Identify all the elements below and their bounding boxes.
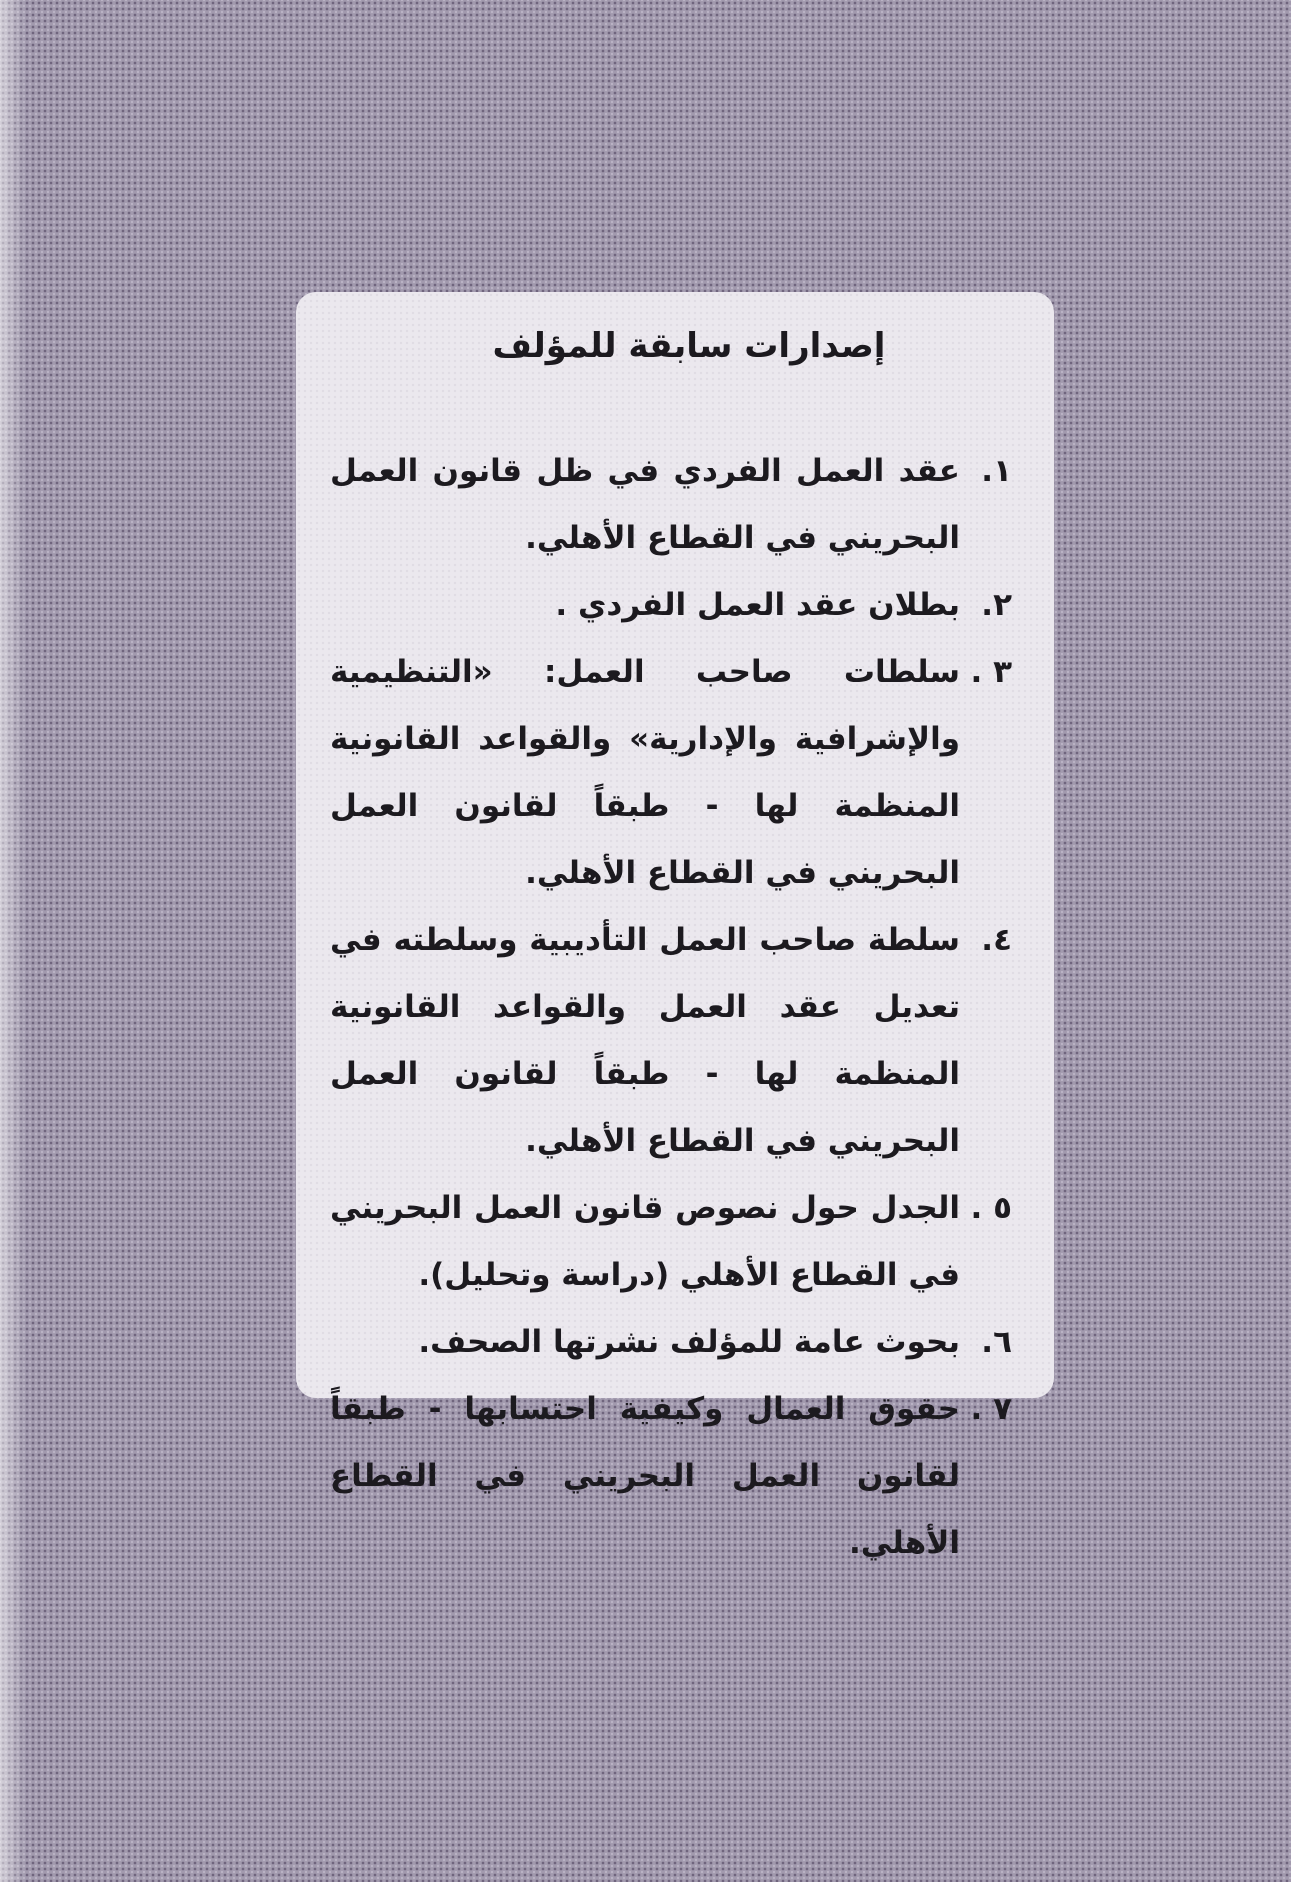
page-title: إصدارات سابقة للمؤلف <box>492 326 886 366</box>
item-text: سلطات صاحب العمل: «التنظيمية والإشرافية والإدارية» والقواعد القانونية المنظمة لها - طبقاً لقانون العمل البحريني في القطاع الأهلي. <box>330 654 960 891</box>
publications-list <box>330 438 1012 1577</box>
list-item <box>330 639 1012 907</box>
item-text: عقد العمل الفردي في ظل قانون العمل البحريني في القطاع الأهلي. <box>330 453 960 556</box>
publications-panel <box>296 292 1054 1561</box>
item-number: ٥ . <box>970 1190 1012 1226</box>
list-item <box>330 907 1012 1175</box>
item-text: الجدل حول نصوص قانون العمل البحريني في القطاع الأهلي (دراسة وتحليل). <box>330 1190 960 1293</box>
item-number: ٢. <box>981 587 1012 623</box>
list-item <box>330 1309 1012 1376</box>
list-item <box>330 572 1012 639</box>
item-text: سلطة صاحب العمل التأديبية وسلطته في تعديل عقد العمل والقواعد القانونية المنظمة لها - طبقاً لقانون العمل البحريني في القطاع الأهلي. <box>330 922 960 1159</box>
page-edge-shade <box>0 0 26 1882</box>
item-number: ٧ . <box>970 1391 1012 1427</box>
item-text: حقوق العمال وكيفية احتسابها - طبقاً لقانون العمل البحريني في القطاع الأهلي. <box>330 1391 960 1561</box>
item-text: بطلان عقد العمل الفردي . <box>555 587 960 623</box>
item-text: بحوث عامة للمؤلف نشرتها الصحف. <box>418 1324 960 1360</box>
item-number: ١. <box>981 453 1012 489</box>
item-number: ٣ . <box>970 654 1012 690</box>
list-item <box>330 1376 1012 1577</box>
list-item <box>330 438 1012 572</box>
item-number: ٤. <box>981 922 1012 958</box>
list-item <box>330 1175 1012 1309</box>
item-number: ٦. <box>981 1324 1012 1360</box>
